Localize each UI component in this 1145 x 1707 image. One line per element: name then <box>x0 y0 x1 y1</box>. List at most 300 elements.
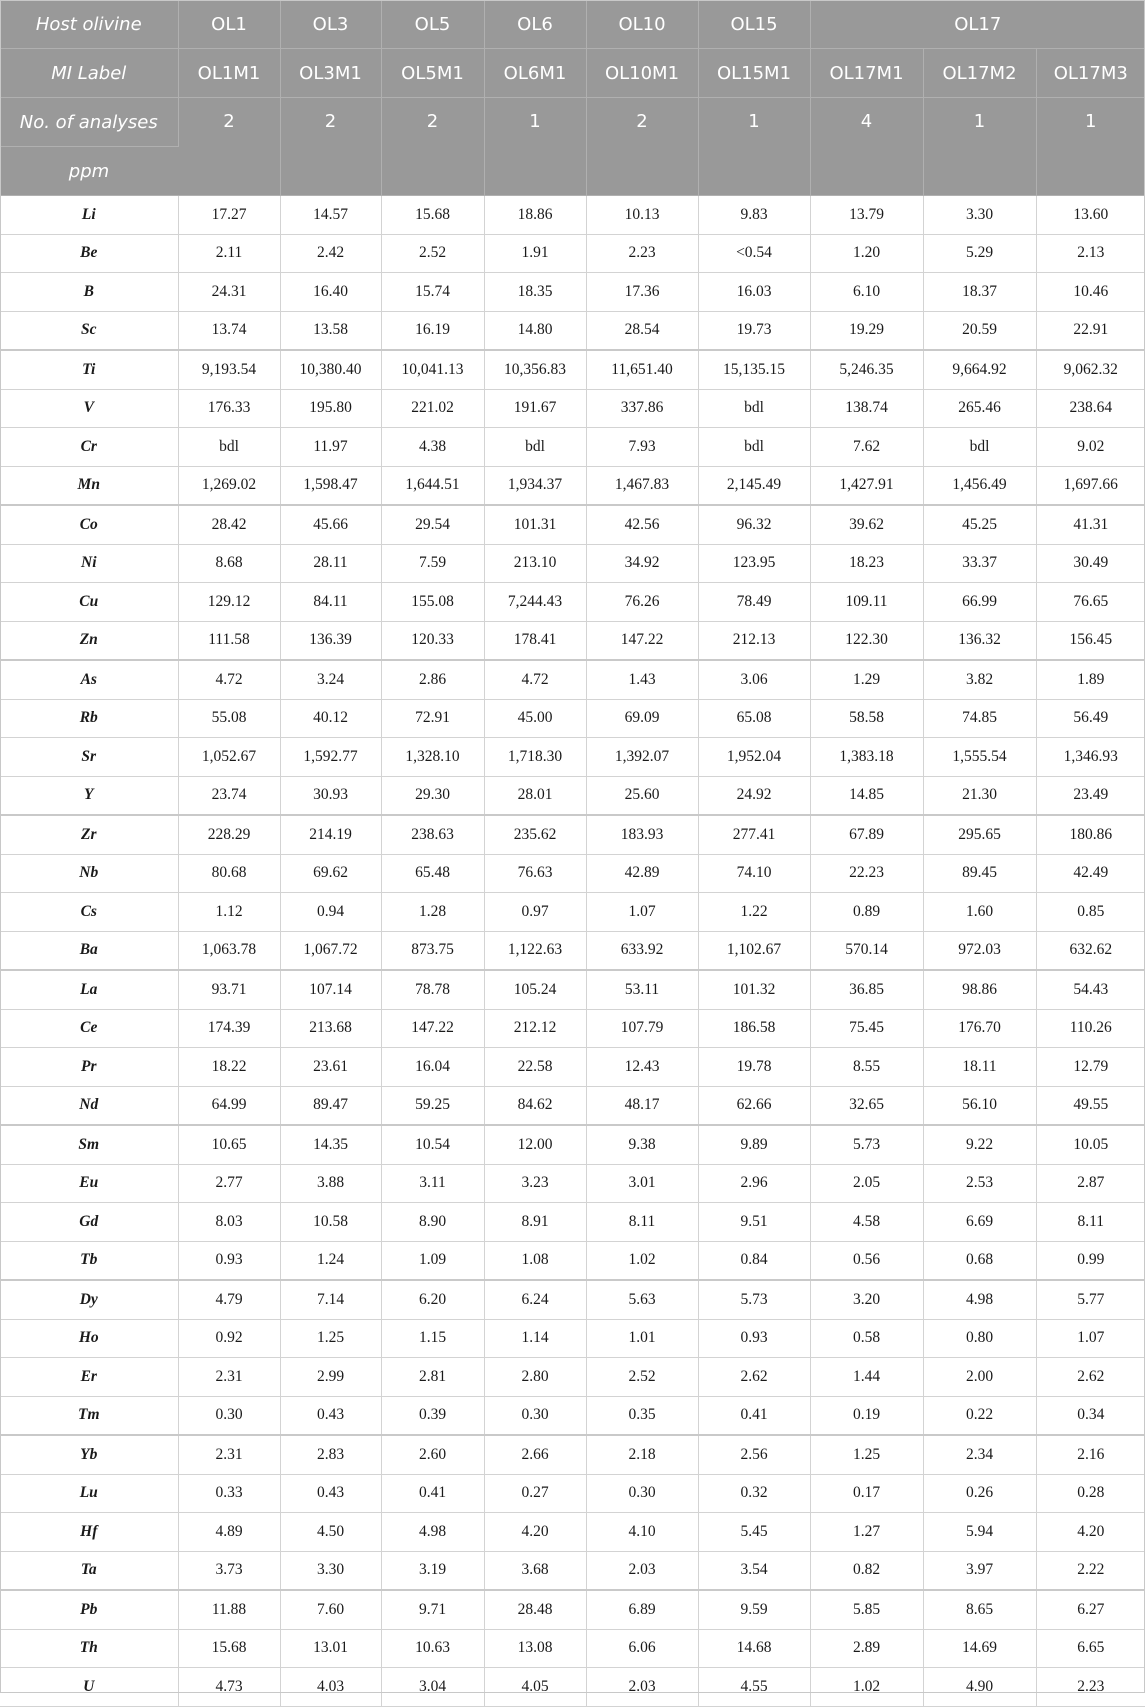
table-cell: 2.81 <box>381 1358 484 1397</box>
table-cell: 34.92 <box>586 544 698 583</box>
host-ol10: OL10 <box>586 0 698 49</box>
table-cell: 11.88 <box>178 1590 280 1629</box>
table-cell: 2.22 <box>1036 1551 1145 1590</box>
table-cell: 1,555.54 <box>923 738 1036 777</box>
table-cell: 14.68 <box>698 1629 810 1668</box>
table-cell: 123.95 <box>698 544 810 583</box>
table-cell: 632.62 <box>1036 931 1145 970</box>
table-cell: 1,102.67 <box>698 931 810 970</box>
table-cell: 1,598.47 <box>280 466 381 505</box>
table-cell: 213.68 <box>280 1009 381 1048</box>
table-cell: 45.66 <box>280 505 381 544</box>
table-cell: bdl <box>698 389 810 428</box>
table-cell: 0.26 <box>923 1474 1036 1513</box>
table-cell: 29.54 <box>381 505 484 544</box>
table-cell: 24.31 <box>178 273 280 312</box>
table-cell: 0.27 <box>484 1474 586 1513</box>
table-cell: bdl <box>923 428 1036 467</box>
table-cell: 64.99 <box>178 1086 280 1125</box>
table-cell: 6.24 <box>484 1280 586 1319</box>
table-cell: 1.60 <box>923 893 1036 932</box>
table-row <box>0 931 1145 970</box>
table-cell: 78.49 <box>698 583 810 622</box>
table-cell: 14.80 <box>484 311 586 350</box>
table-cell: 214.19 <box>280 815 381 854</box>
table-cell: 58.58 <box>810 699 923 738</box>
table-cell: 1,392.07 <box>586 738 698 777</box>
table-cell: 3.23 <box>484 1164 586 1203</box>
table-cell: 1.22 <box>698 893 810 932</box>
table-cell: 3.54 <box>698 1551 810 1590</box>
table-cell: 76.26 <box>586 583 698 622</box>
table-cell: 2.66 <box>484 1435 586 1474</box>
table-cell: 10.13 <box>586 196 698 235</box>
table-cell: 30.49 <box>1036 544 1145 583</box>
table-cell: 176.70 <box>923 1009 1036 1048</box>
table-cell: 2.31 <box>178 1435 280 1474</box>
table-cell: 2.60 <box>381 1435 484 1474</box>
table-cell: 186.58 <box>698 1009 810 1048</box>
table-cell: 2.03 <box>586 1668 698 1707</box>
table-cell: 42.49 <box>1036 854 1145 893</box>
table-cell: 2.52 <box>381 234 484 273</box>
table-cell: 1,383.18 <box>810 738 923 777</box>
host-ol1: OL1 <box>178 0 280 49</box>
unit-label: ppm <box>0 147 178 196</box>
table-cell: 6.06 <box>586 1629 698 1668</box>
table-cell: 10,041.13 <box>381 350 484 389</box>
table-cell: 4.55 <box>698 1668 810 1707</box>
table-cell: 42.56 <box>586 505 698 544</box>
table-cell: 39.62 <box>810 505 923 544</box>
element-label: Mn <box>0 466 178 505</box>
table-cell: 0.93 <box>178 1241 280 1280</box>
table-cell: 873.75 <box>381 931 484 970</box>
table-cell: 4.38 <box>381 428 484 467</box>
table-row <box>0 1009 1145 1048</box>
table-cell: 3.20 <box>810 1280 923 1319</box>
table-cell: 213.10 <box>484 544 586 583</box>
table-cell: 19.29 <box>810 311 923 350</box>
table-cell: 10,380.40 <box>280 350 381 389</box>
table-cell: 5.73 <box>810 1125 923 1164</box>
table-row <box>0 854 1145 893</box>
table-cell: 5.77 <box>1036 1280 1145 1319</box>
table-cell: 10,356.83 <box>484 350 586 389</box>
element-label: Sr <box>0 738 178 777</box>
table-cell: 107.14 <box>280 970 381 1009</box>
table-cell: 1.12 <box>178 893 280 932</box>
table-cell: 13.58 <box>280 311 381 350</box>
element-label: Zn <box>0 621 178 660</box>
table-cell: 0.30 <box>178 1396 280 1435</box>
element-label: Nb <box>0 854 178 893</box>
element-label: Th <box>0 1629 178 1668</box>
table-cell: 14.69 <box>923 1629 1036 1668</box>
table-cell: 10.46 <box>1036 273 1145 312</box>
table-cell: 6.69 <box>923 1203 1036 1242</box>
table-cell: 17.36 <box>586 273 698 312</box>
table-cell: 5.29 <box>923 234 1036 273</box>
table-cell: 5.94 <box>923 1513 1036 1552</box>
table-cell: 2.03 <box>586 1551 698 1590</box>
table-cell: 9,062.32 <box>1036 350 1145 389</box>
table-cell: 18.23 <box>810 544 923 583</box>
element-label: Yb <box>0 1435 178 1474</box>
table-cell: 2.05 <box>810 1164 923 1203</box>
table-cell: 74.10 <box>698 854 810 893</box>
table-cell: 0.85 <box>1036 893 1145 932</box>
element-label: Cu <box>0 583 178 622</box>
table-cell: 28.01 <box>484 776 586 815</box>
table-cell: 4.79 <box>178 1280 280 1319</box>
table-cell: 0.92 <box>178 1319 280 1358</box>
table-cell: 5.45 <box>698 1513 810 1552</box>
table-cell: 1,952.04 <box>698 738 810 777</box>
table-cell: 16.04 <box>381 1048 484 1087</box>
table-cell: 10.65 <box>178 1125 280 1164</box>
table-cell: 12.00 <box>484 1125 586 1164</box>
table-cell: 0.28 <box>1036 1474 1145 1513</box>
table-cell: 20.59 <box>923 311 1036 350</box>
table-cell: 1,122.63 <box>484 931 586 970</box>
table-cell: 15,135.15 <box>698 350 810 389</box>
table-cell: 24.92 <box>698 776 810 815</box>
table-cell: 9.89 <box>698 1125 810 1164</box>
table-cell: 9.22 <box>923 1125 1036 1164</box>
element-label: Cr <box>0 428 178 467</box>
table-cell: 4.03 <box>280 1668 381 1707</box>
table-cell: 212.13 <box>698 621 810 660</box>
table-row <box>0 660 1145 699</box>
table-cell: 0.97 <box>484 893 586 932</box>
table-cell: 7.14 <box>280 1280 381 1319</box>
table-cell: <0.54 <box>698 234 810 273</box>
table-row <box>0 1125 1145 1164</box>
table-cell: 48.17 <box>586 1086 698 1125</box>
table-cell: 633.92 <box>586 931 698 970</box>
table-cell: 2.31 <box>178 1358 280 1397</box>
table-cell: 36.85 <box>810 970 923 1009</box>
element-label: Tb <box>0 1241 178 1280</box>
table-cell: 65.48 <box>381 854 484 893</box>
element-label: Ho <box>0 1319 178 1358</box>
element-label: Ba <box>0 931 178 970</box>
mi-ol17m1: OL17M1 <box>810 49 923 98</box>
table-cell: 8.65 <box>923 1590 1036 1629</box>
table-cell: 3.11 <box>381 1164 484 1203</box>
table-cell: 16.19 <box>381 311 484 350</box>
table-cell: 0.43 <box>280 1396 381 1435</box>
element-label: Lu <box>0 1474 178 1513</box>
table-cell: 136.39 <box>280 621 381 660</box>
table-cell: 6.65 <box>1036 1629 1145 1668</box>
table-cell: 4.73 <box>178 1668 280 1707</box>
table-cell: 2.89 <box>810 1629 923 1668</box>
mi-ol10m1: OL10M1 <box>586 49 698 98</box>
table-row <box>0 1551 1145 1590</box>
table-cell: 13.74 <box>178 311 280 350</box>
table-cell: 0.22 <box>923 1396 1036 1435</box>
table-cell: 9.02 <box>1036 428 1145 467</box>
mi-label-row <box>0 49 1145 98</box>
table-cell: 2.34 <box>923 1435 1036 1474</box>
table-cell: 1.29 <box>810 660 923 699</box>
table-cell: 69.62 <box>280 854 381 893</box>
host-ol6: OL6 <box>484 0 586 49</box>
table-cell: 1,052.67 <box>178 738 280 777</box>
table-cell: 1.07 <box>1036 1319 1145 1358</box>
table-row <box>0 234 1145 273</box>
table-cell: 5.63 <box>586 1280 698 1319</box>
table-cell: 10.05 <box>1036 1125 1145 1164</box>
table-cell: 0.17 <box>810 1474 923 1513</box>
table-cell: 1,697.66 <box>1036 466 1145 505</box>
table-cell: 138.74 <box>810 389 923 428</box>
element-label: Pr <box>0 1048 178 1087</box>
element-label: Nd <box>0 1086 178 1125</box>
mi-ol5m1: OL5M1 <box>381 49 484 98</box>
table-cell: 5,246.35 <box>810 350 923 389</box>
table-cell: 277.41 <box>698 815 810 854</box>
table-cell: 8.11 <box>1036 1203 1145 1242</box>
table-cell: 6.10 <box>810 273 923 312</box>
table-cell: 3.01 <box>586 1164 698 1203</box>
table-cell: 0.89 <box>810 893 923 932</box>
table-cell: 0.41 <box>698 1396 810 1435</box>
element-label: Pb <box>0 1590 178 1629</box>
table-cell: 11.97 <box>280 428 381 467</box>
table-cell: 1.91 <box>484 234 586 273</box>
table-row <box>0 1241 1145 1280</box>
table-cell: 3.24 <box>280 660 381 699</box>
element-label: Hf <box>0 1513 178 1552</box>
table-cell: 6.27 <box>1036 1590 1145 1629</box>
table-cell: 2.62 <box>1036 1358 1145 1397</box>
table-cell: bdl <box>484 428 586 467</box>
table-cell: 3.04 <box>381 1668 484 1707</box>
table-cell: 101.31 <box>484 505 586 544</box>
table-cell: 1.09 <box>381 1241 484 1280</box>
table-row <box>0 1629 1145 1668</box>
table-cell: 0.93 <box>698 1319 810 1358</box>
table-cell: 33.37 <box>923 544 1036 583</box>
table-cell: 62.66 <box>698 1086 810 1125</box>
table-cell: 22.91 <box>1036 311 1145 350</box>
table-cell: 1,718.30 <box>484 738 586 777</box>
table-cell: 4.72 <box>178 660 280 699</box>
element-label: U <box>0 1668 178 1707</box>
table-cell: 176.33 <box>178 389 280 428</box>
analyses-count: 2 <box>178 98 280 196</box>
table-row <box>0 1474 1145 1513</box>
table-cell: 45.25 <box>923 505 1036 544</box>
table-cell: 4.20 <box>1036 1513 1145 1552</box>
table-cell: 23.74 <box>178 776 280 815</box>
element-label: Dy <box>0 1280 178 1319</box>
table-cell: 5.73 <box>698 1280 810 1319</box>
table-cell: 3.19 <box>381 1551 484 1590</box>
table-cell: 66.99 <box>923 583 1036 622</box>
table-cell: 89.47 <box>280 1086 381 1125</box>
table-cell: 4.89 <box>178 1513 280 1552</box>
table-cell: 18.86 <box>484 196 586 235</box>
table-cell: 16.03 <box>698 273 810 312</box>
element-label: Ce <box>0 1009 178 1048</box>
table-cell: 28.11 <box>280 544 381 583</box>
table-cell: 12.43 <box>586 1048 698 1087</box>
table-cell: 9.38 <box>586 1125 698 1164</box>
table-cell: 0.99 <box>1036 1241 1145 1280</box>
table-cell: 84.62 <box>484 1086 586 1125</box>
table-row <box>0 1358 1145 1397</box>
table-cell: 15.68 <box>381 196 484 235</box>
table-cell: 0.84 <box>698 1241 810 1280</box>
host-ol15: OL15 <box>698 0 810 49</box>
table-cell: 191.67 <box>484 389 586 428</box>
table-cell: 7.60 <box>280 1590 381 1629</box>
table-cell: 6.89 <box>586 1590 698 1629</box>
table-cell: 8.03 <box>178 1203 280 1242</box>
analyses-count: 1 <box>698 98 810 196</box>
table-cell: 4.20 <box>484 1513 586 1552</box>
table-row <box>0 1086 1145 1125</box>
table-cell: 195.80 <box>280 389 381 428</box>
table-cell: 2.99 <box>280 1358 381 1397</box>
table-row <box>0 466 1145 505</box>
table-cell: 5.85 <box>810 1590 923 1629</box>
table-cell: 120.33 <box>381 621 484 660</box>
table-cell: 183.93 <box>586 815 698 854</box>
table-cell: 3.30 <box>280 1551 381 1590</box>
table-cell: 25.60 <box>586 776 698 815</box>
mi-ol6m1: OL6M1 <box>484 49 586 98</box>
table-cell: 69.09 <box>586 699 698 738</box>
table-cell: 1.27 <box>810 1513 923 1552</box>
table-cell: 110.26 <box>1036 1009 1145 1048</box>
table-cell: 0.94 <box>280 893 381 932</box>
table-cell: 972.03 <box>923 931 1036 970</box>
table-cell: 147.22 <box>586 621 698 660</box>
table-cell: 3.30 <box>923 196 1036 235</box>
mi-ol17m3: OL17M3 <box>1036 49 1145 98</box>
table-cell: 0.35 <box>586 1396 698 1435</box>
analyses-count: 2 <box>381 98 484 196</box>
table-cell: 3.06 <box>698 660 810 699</box>
table-cell: 3.82 <box>923 660 1036 699</box>
table-row <box>0 699 1145 738</box>
element-label: Rb <box>0 699 178 738</box>
table-cell: 59.25 <box>381 1086 484 1125</box>
table-row <box>0 389 1145 428</box>
table-cell: 1.24 <box>280 1241 381 1280</box>
table-cell: 221.02 <box>381 389 484 428</box>
table-cell: 228.29 <box>178 815 280 854</box>
table-cell: 9.83 <box>698 196 810 235</box>
table-cell: 1,269.02 <box>178 466 280 505</box>
table-cell: 55.08 <box>178 699 280 738</box>
table-cell: 72.91 <box>381 699 484 738</box>
element-label: La <box>0 970 178 1009</box>
table-cell: 10.63 <box>381 1629 484 1668</box>
table-cell: 0.41 <box>381 1474 484 1513</box>
table-cell: 111.58 <box>178 621 280 660</box>
table-cell: 96.32 <box>698 505 810 544</box>
table-cell: 180.86 <box>1036 815 1145 854</box>
table-row <box>0 1280 1145 1319</box>
element-label: Co <box>0 505 178 544</box>
table-cell: 1.89 <box>1036 660 1145 699</box>
table-cell: 14.57 <box>280 196 381 235</box>
table-cell: 235.62 <box>484 815 586 854</box>
table-cell: 1.15 <box>381 1319 484 1358</box>
table-cell: 238.63 <box>381 815 484 854</box>
table-cell: 7,244.43 <box>484 583 586 622</box>
table-cell: 1,456.49 <box>923 466 1036 505</box>
table-cell: 1,346.93 <box>1036 738 1145 777</box>
element-label: Li <box>0 196 178 235</box>
table-cell: 89.45 <box>923 854 1036 893</box>
table-cell: 41.31 <box>1036 505 1145 544</box>
table-cell: 13.01 <box>280 1629 381 1668</box>
table-cell: 1,467.83 <box>586 466 698 505</box>
table-cell: 1.08 <box>484 1241 586 1280</box>
host-ol17: OL17 <box>810 0 1145 49</box>
table-cell: 7.62 <box>810 428 923 467</box>
table-row <box>0 505 1145 544</box>
table-cell: 18.11 <box>923 1048 1036 1087</box>
table-cell: 265.46 <box>923 389 1036 428</box>
element-label: Ni <box>0 544 178 583</box>
element-label: Zr <box>0 815 178 854</box>
table-cell: 2.00 <box>923 1358 1036 1397</box>
table-cell: 76.63 <box>484 854 586 893</box>
table-row <box>0 1164 1145 1203</box>
element-label: V <box>0 389 178 428</box>
table-cell: 0.43 <box>280 1474 381 1513</box>
analyses-count: 1 <box>1036 98 1145 196</box>
table-cell: 8.11 <box>586 1203 698 1242</box>
table-cell: 98.86 <box>923 970 1036 1009</box>
table-cell: 2.52 <box>586 1358 698 1397</box>
table-cell: 45.00 <box>484 699 586 738</box>
table-cell: 14.35 <box>280 1125 381 1164</box>
table-row <box>0 738 1145 777</box>
table-row <box>0 273 1145 312</box>
table-cell: 0.82 <box>810 1551 923 1590</box>
table-cell: 0.30 <box>484 1396 586 1435</box>
table-cell: 2.42 <box>280 234 381 273</box>
table-cell: 28.48 <box>484 1590 586 1629</box>
table-cell: 78.78 <box>381 970 484 1009</box>
table-cell: 1,328.10 <box>381 738 484 777</box>
analyses-count: 2 <box>586 98 698 196</box>
table-row <box>0 428 1145 467</box>
table-cell: 15.74 <box>381 273 484 312</box>
table-cell: 1.28 <box>381 893 484 932</box>
table-cell: 9.51 <box>698 1203 810 1242</box>
table-cell: 0.30 <box>586 1474 698 1513</box>
table-cell: 15.68 <box>178 1629 280 1668</box>
table-cell: 109.11 <box>810 583 923 622</box>
table-cell: 22.58 <box>484 1048 586 1087</box>
table-cell: 12.79 <box>1036 1048 1145 1087</box>
table-cell: 2.77 <box>178 1164 280 1203</box>
table-cell: 17.27 <box>178 196 280 235</box>
analyses-count: 1 <box>923 98 1036 196</box>
table-cell: 23.61 <box>280 1048 381 1087</box>
analyses-count: 1 <box>484 98 586 196</box>
